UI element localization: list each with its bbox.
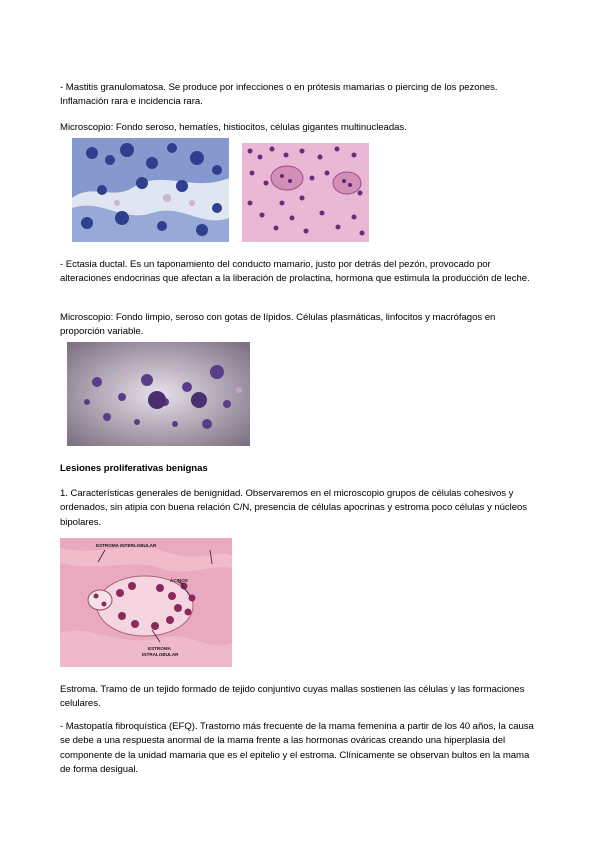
micrograph-lipid-droplets bbox=[67, 342, 250, 446]
section-heading: Lesiones proliferativas benignas bbox=[60, 463, 208, 474]
paragraph-microscopio-1: Microscopio: Fondo seroso, hematíes, histiocitos, células gigantes multinucleadas. bbox=[60, 122, 407, 133]
micrograph-blue-cytology bbox=[72, 138, 229, 242]
micrograph-pink-giant-cells bbox=[242, 143, 369, 242]
paragraph-estroma: Estroma. Tramo de un tejido formado de tejido conjuntivo cuyas mallas sostienen las células y las formaciones celulares. bbox=[60, 684, 525, 710]
label-estroma-intralobular-line1: ESTROMA bbox=[148, 646, 171, 651]
paragraph-microscopio-2: Microscopio: Fondo limpio, seroso con gotas de lípidos. Células plasmáticas, linfocitos y macrófagos en proporción variable. bbox=[60, 312, 496, 338]
paragraph-mastopatia: - Mastopatía fibroquística (EFQ). Trastorno más frecuente de la mama femenina a partir de los 40 años, la causa se debe a una respuesta anormal de la mama frente a las hormonas ováricas creando una hiperplasia del componente de la unidad mamaria que es el epitelio y el estroma. Clínicamente se observan bultos en la mama de forma desigual. bbox=[60, 721, 534, 775]
paragraph-benignidad: 1. Características generales de benignidad. Observaremos en el microscopio grupos de células cohesivos y ordenados, sin atipia con buena relación C/N, presencia de células apocrinas y estroma poco células y núcleos bipolares. bbox=[60, 488, 528, 528]
label-estroma-interlobular: ESTROMA INTERLOBULAR bbox=[96, 543, 157, 548]
label-estroma-intralobular-line2: INTRALOBULAR bbox=[142, 652, 179, 657]
paragraph-ectasia: - Ectasia ductal. Es un taponamiento del conducto mamario, justo por detrás del pezón, provocado por alteraciones endocrinas que afectan a la liberación de prolactina, hormona que estimula la producción de leche. bbox=[60, 259, 530, 285]
label-acinos: ÁCINOS bbox=[170, 578, 188, 583]
paragraph-mastitis: - Mastitis granulomatosa. Se produce por infecciones o en prótesis mamarias o piercing de los pezones. Inflamación rara e incidencia rara. bbox=[60, 82, 498, 108]
labelled-histology-diagram bbox=[60, 538, 232, 667]
